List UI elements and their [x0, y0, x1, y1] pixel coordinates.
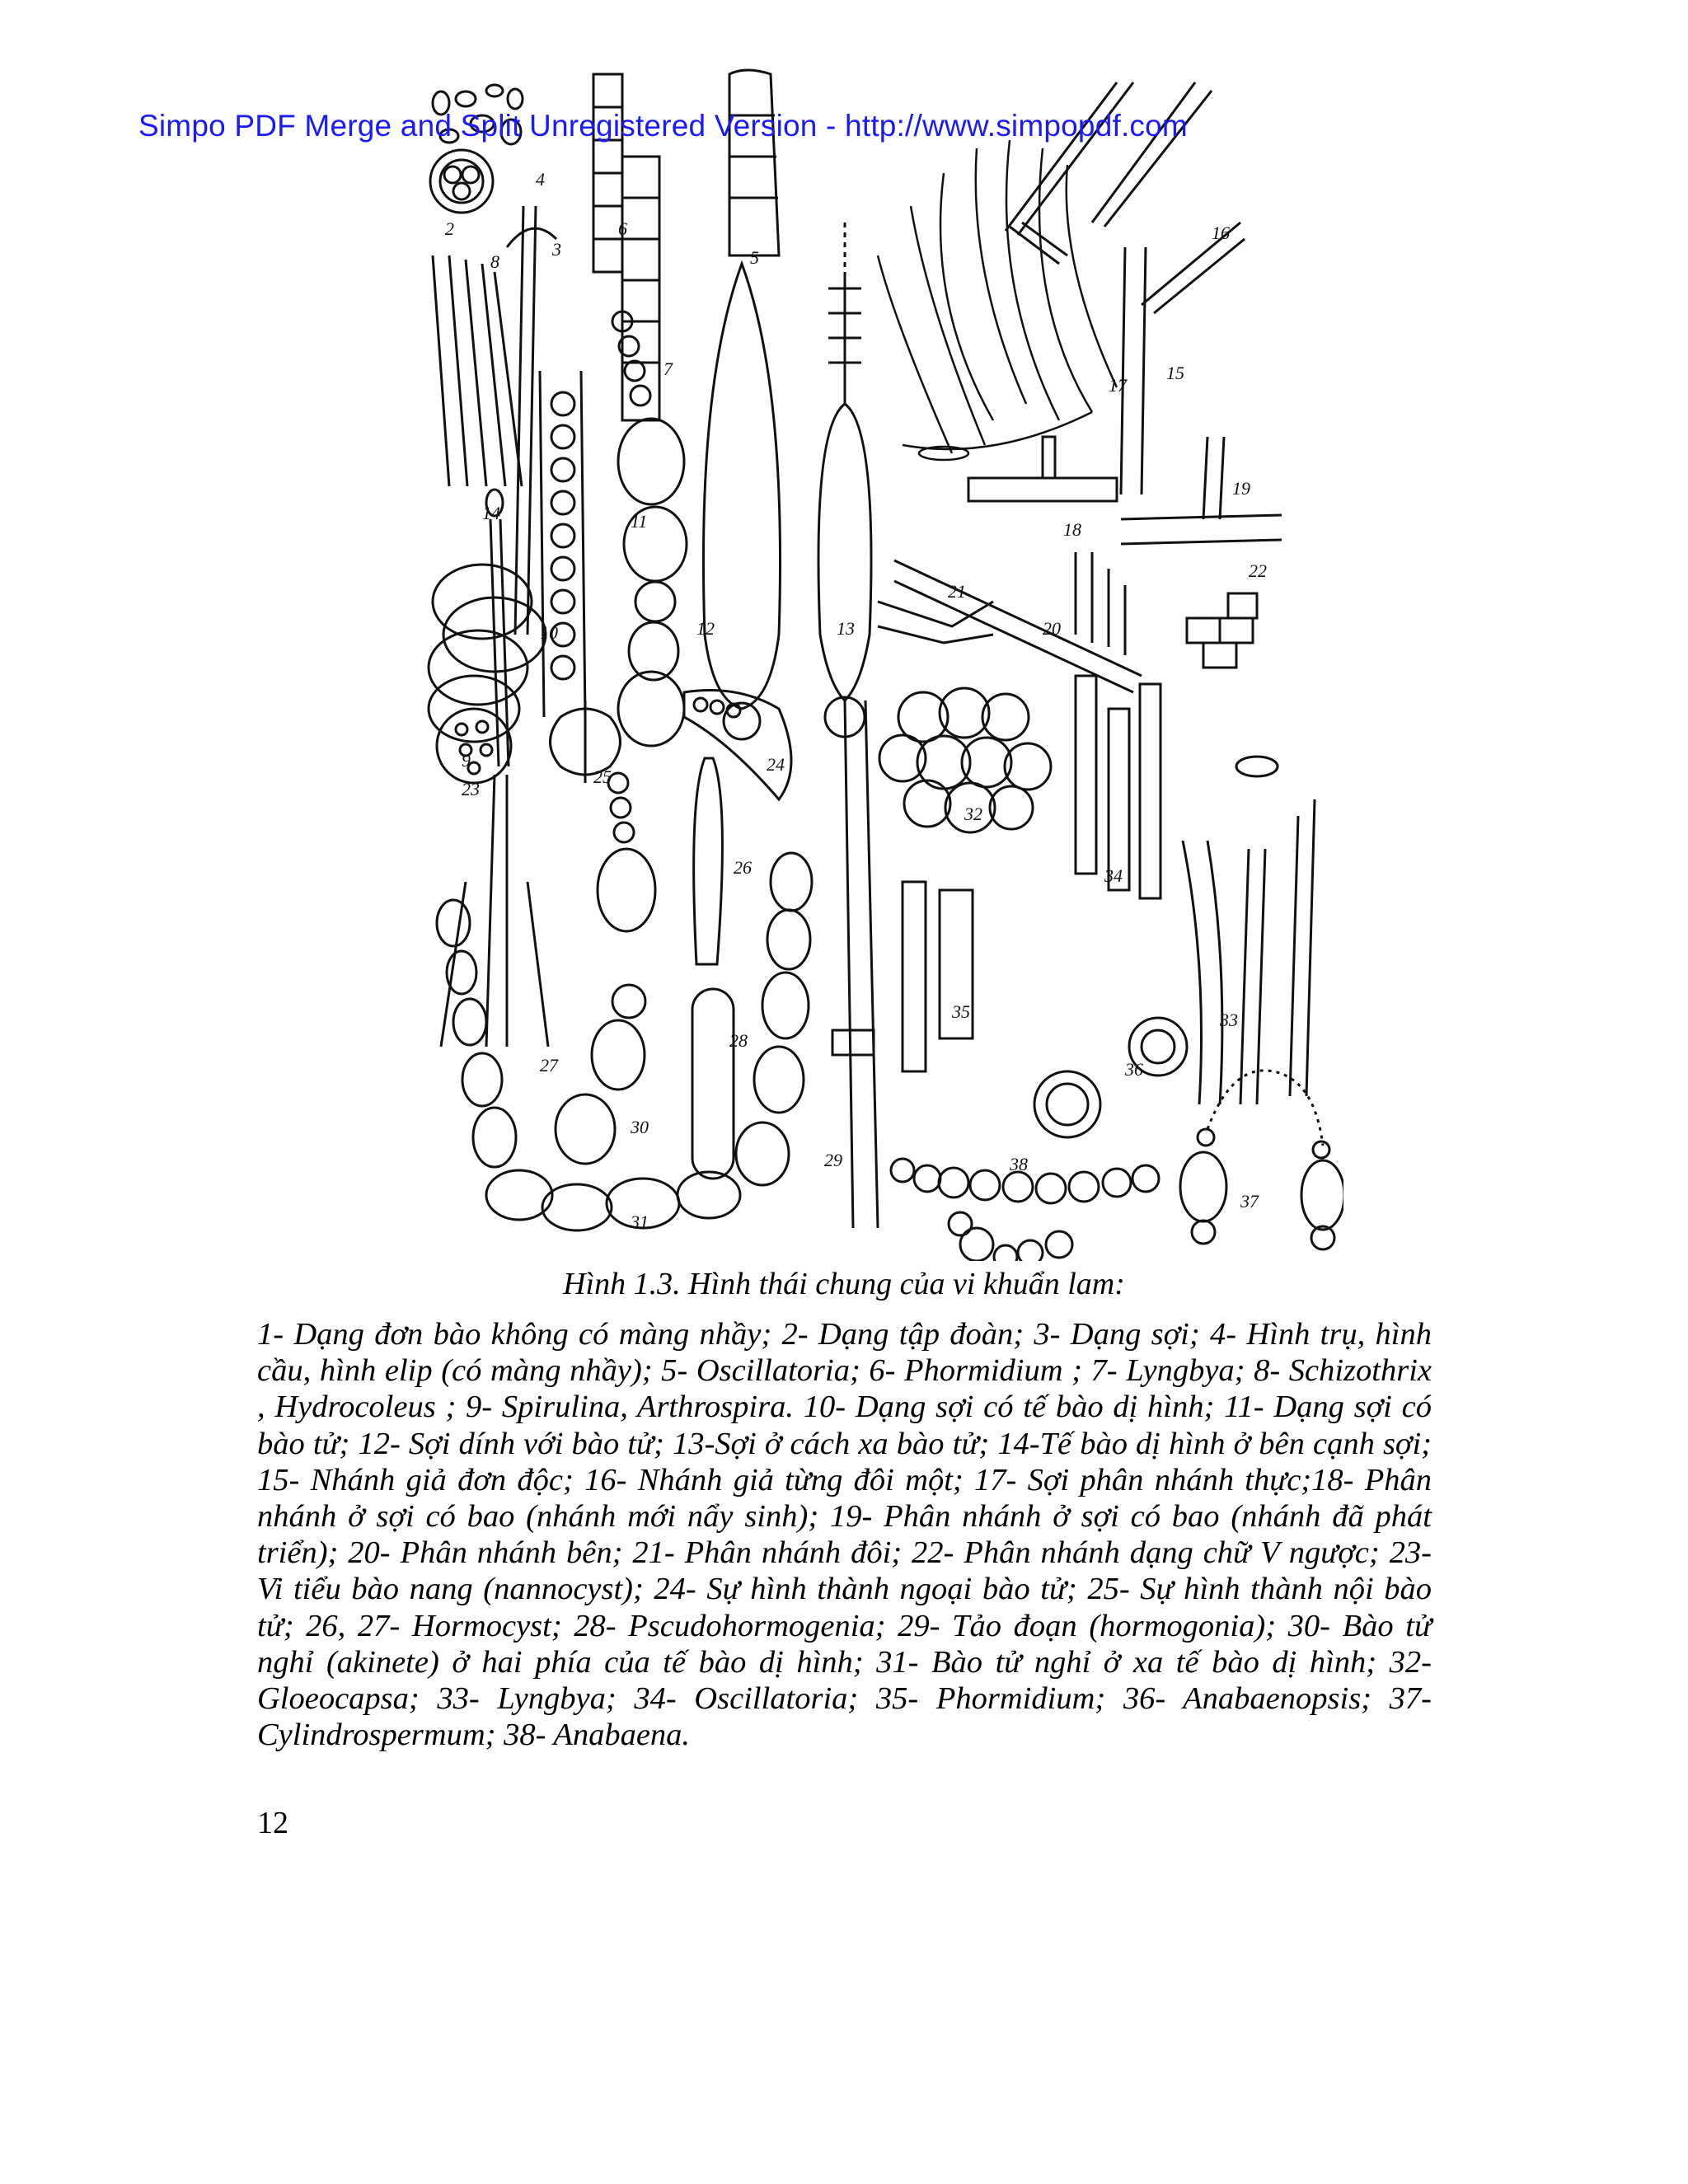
svg-text:31: 31 [631, 1212, 649, 1232]
drawing-5 [729, 70, 779, 255]
svg-text:3: 3 [552, 239, 561, 260]
svg-text:19: 19 [1232, 478, 1250, 499]
drawing-12 [703, 264, 780, 739]
drawing-2-colony [430, 150, 493, 213]
svg-text:24: 24 [767, 754, 785, 775]
svg-text:13: 13 [837, 618, 855, 639]
svg-text:16: 16 [1212, 223, 1230, 243]
drawing-6 [593, 74, 622, 272]
svg-text:5: 5 [750, 247, 759, 268]
drawing-29 [832, 701, 878, 1228]
svg-text:6: 6 [618, 218, 627, 239]
drawing-3-filament [515, 206, 523, 635]
drawing-10 [540, 371, 585, 717]
drawing-7 [622, 157, 659, 420]
cyanobacteria-morphology-figure [416, 58, 1343, 1261]
svg-text:15: 15 [1166, 363, 1184, 383]
svg-text:23: 23 [462, 779, 480, 799]
svg-text:4: 4 [536, 169, 545, 190]
drawing-24 [684, 691, 791, 800]
svg-text:26: 26 [734, 857, 752, 878]
drawing-20 [894, 552, 1142, 692]
svg-text:17: 17 [1109, 375, 1127, 396]
figure-caption-title: Hình 1.3. Hình thái chung của vi khuẩn lam: [563, 1267, 1125, 1301]
svg-text:32: 32 [964, 804, 982, 824]
pdf-watermark: Simpo PDF Merge and Split Unregistered Version - http://www.simpopdf.com [138, 109, 1188, 143]
svg-text:21: 21 [948, 581, 966, 602]
svg-text:2: 2 [445, 218, 454, 239]
svg-text:11: 11 [631, 511, 648, 532]
svg-text:22: 22 [1249, 560, 1267, 581]
svg-text:27: 27 [540, 1055, 558, 1076]
svg-text:30: 30 [631, 1117, 649, 1137]
svg-text:9: 9 [462, 750, 471, 771]
figure-drawing [416, 58, 1343, 1261]
svg-text:8: 8 [490, 251, 499, 272]
svg-text:38: 38 [1010, 1154, 1028, 1174]
page-number: 12 [257, 1806, 288, 1840]
drawing-19 [1121, 437, 1282, 544]
drawing-37 [1180, 1071, 1343, 1249]
drawing-28 [692, 989, 734, 1179]
drawing-13 [818, 223, 871, 737]
drawing-30 [556, 773, 655, 1164]
drawing-17 [878, 140, 1117, 460]
drawing-22 [1187, 593, 1257, 668]
svg-text:18: 18 [1063, 519, 1081, 540]
drawing-23 [437, 709, 511, 783]
svg-text:36: 36 [1125, 1059, 1143, 1080]
svg-text:20: 20 [1043, 618, 1061, 639]
drawing-26 [694, 758, 723, 964]
svg-text:10: 10 [540, 622, 558, 643]
svg-text:37: 37 [1240, 1191, 1259, 1212]
svg-text:14: 14 [482, 503, 500, 523]
svg-text:34: 34 [1104, 865, 1123, 886]
drawing-36 [1034, 1018, 1187, 1137]
svg-text:12: 12 [696, 618, 715, 639]
svg-text:35: 35 [952, 1001, 970, 1022]
svg-text:33: 33 [1220, 1010, 1238, 1030]
drawing-21 [878, 602, 993, 643]
drawing-35 [903, 882, 973, 1071]
svg-text:29: 29 [824, 1150, 842, 1170]
drawing-33 [1183, 757, 1315, 1104]
drawing-15 [1121, 223, 1245, 494]
figure-caption-body: 1- Dạng đơn bào không có màng nhầy; 2- Dạng tập đoàn; 3- Dạng sợi; 4- Hình trụ, hình cầu, hình elip (có màng nhầy); 5- Oscillatoria; 6- Phormidium ; 7- Lyngbya; 8- Schizothrix , Hydrocoleus ; 9- Spirulina, Arthrospira. 10- Dạng sợi có tế bào dị hình; 11- Dạng sợi có bào tử; 12- Sợi dính với bào tử; 13-Sợi ở cách xa bào tử; 14-Tế bào dị hình ở bên cạnh sợi; 15- Nhánh giả đơn độc; 16- Nhánh giả từng đôi một; 17- Sợi phân nhánh thực;18- Phân nhánh ở sợi có bao (nhánh mới nẩy sinh); 19- Phân nhánh ở sợi có bao (nhánh đã phát triển); 20- Phân nhánh bên; 21- Phân nhánh đôi; 22- Phân nhánh dạng chữ V ngược; 23- Vi tiểu bào nang (nannocyst); 24- Sự hình thành ngoại bào tử; 25- Sự hình thành nội bào tử; 26, 27- Hormocyst; 28- Pscudohormogenia; 29- Tảo đoạn (hormogonia); 30- Bào tử nghỉ (akinete) ở hai phía của tế bào dị hình; 31- Bào tử nghỉ ở xa tế bào dị hình; 32- Gloeocapsa; 33- Lyngbya; 34- Oscillatoria; 35- Phormidium; 36- Anabaenopsis; 37- Cylindrospermum; 38- Anabaena. [257, 1317, 1432, 1753]
svg-text:28: 28 [729, 1030, 748, 1051]
svg-text:25: 25 [593, 766, 612, 787]
svg-text:7: 7 [663, 359, 673, 379]
drawing-31 [437, 853, 812, 1230]
